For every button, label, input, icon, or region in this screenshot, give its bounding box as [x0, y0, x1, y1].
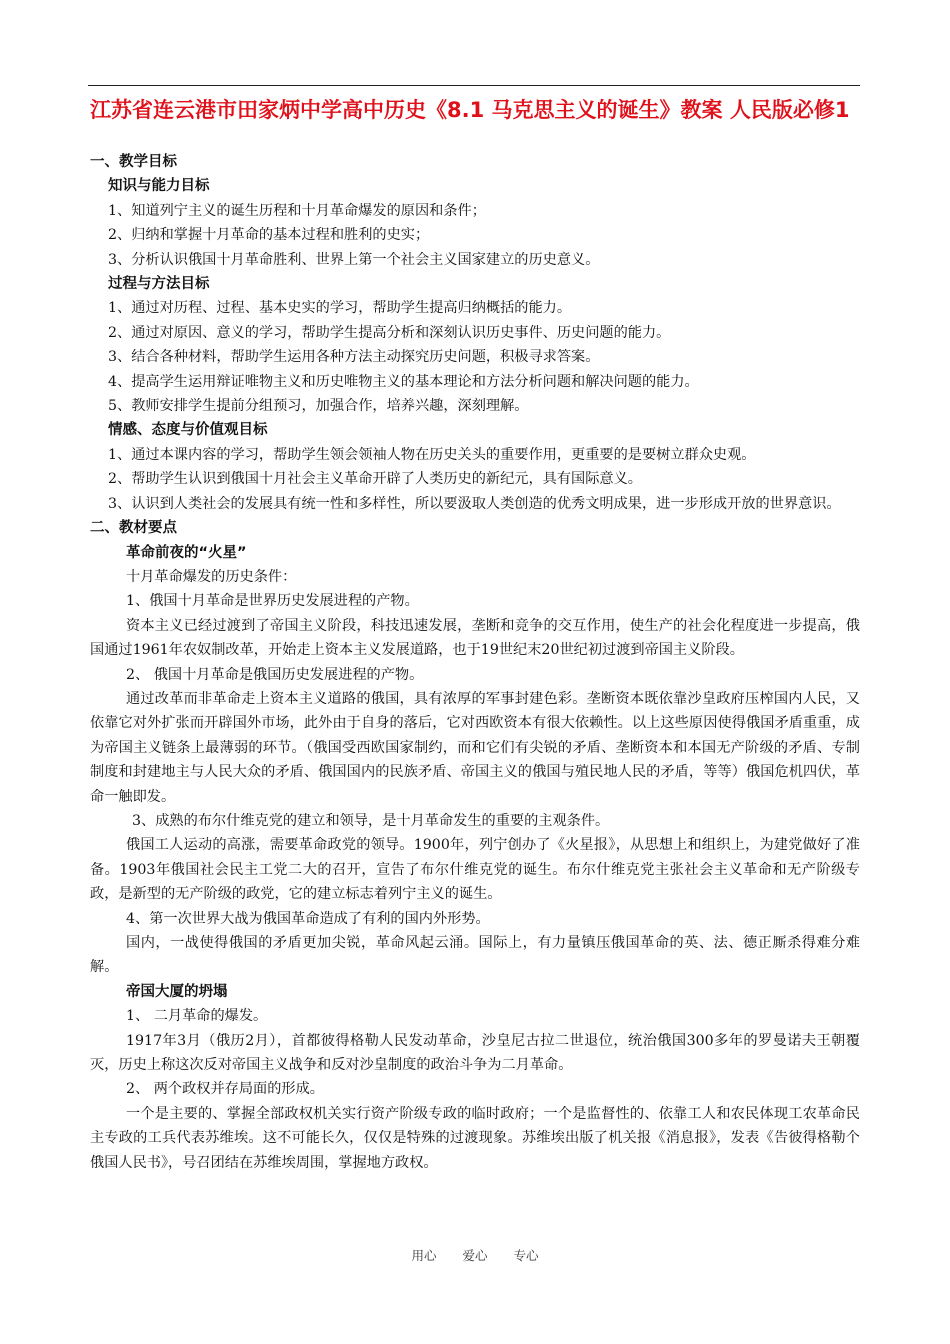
list-item: 5、教师安排学生提前分组预习，加强合作，培养兴趣，深刻理解。 [108, 398, 529, 415]
list-item: 3、分析认识俄国十月革命胜利、世界上第一个社会主义国家建立的历史意义。 [108, 251, 600, 268]
header-rule [88, 85, 860, 86]
list-item: 3、认识到人类社会的发展具有统一性和多样性，所以要汲取人类创造的优秀文明成果，进一步形成开放的世界意识。 [108, 495, 841, 512]
paragraph: 1、 二月革命的爆发。 [126, 1008, 268, 1025]
paragraph: 3、成熟的布尔什维克党的建立和领导，是十月革命发生的重要的主观条件。 [132, 812, 610, 829]
paragraph: 十月革命爆发的历史条件： [126, 568, 297, 585]
list-item: 2、帮助学生认识到俄国十月社会主义革命开辟了人类历史的新纪元，具有国际意义。 [108, 471, 642, 488]
section-heading: 一、教学目标 [90, 154, 177, 170]
list-item: 1、知道列宁主义的诞生历程和十月革命爆发的原因和条件； [108, 202, 486, 219]
page-footer: 用心 爱心 专心 [411, 1248, 539, 1263]
paragraph: 通过改革而非革命走上资本主义道路的俄国，具有浓厚的军事封建色彩。垄断资本既依靠沙皇政府压榨国内人民，又依靠它对外扩张而开辟国外市场，此外由于自身的落后，它对西欧资本有很大依赖性。以上这些原因使得俄国矛盾重重，成为帝国主义链条上最薄弱的环节。（俄国受西欧国家制约，而和它们有尖锐的矛盾、垄断资本和本国无产阶级的矛盾、专制制度和封建地主与人民大众的矛盾、俄国国内的民族矛盾、帝国主义的俄国与殖民地人民的矛盾，等等）俄国危机四伏，革命一触即发。 [90, 690, 860, 805]
paragraph: 2、 俄国十月革命是俄国历史发展进程的产物。 [126, 666, 424, 683]
paragraph: 2、 两个政权并存局面的形成。 [126, 1081, 324, 1098]
subsection-heading: 知识与能力目标 [108, 178, 210, 195]
subsection-heading: 帝国大厦的坍塌 [126, 983, 228, 1000]
list-item: 1、通过对历程、过程、基本史实的学习，帮助学生提高归纳概括的能力。 [108, 300, 572, 317]
paragraph: 一个是主要的、掌握全部政权机关实行资产阶级专政的临时政府；一个是监督性的、依靠工人和农民体现工农革命民主专政的工兵代表苏维埃。这不可能长久，仅仅是特殊的过渡现象。苏维埃出版了机关报《消息报》，发表《告彼得格勒个俄国人民书》，号召团结在苏维埃周围，掌握地方政权。 [90, 1105, 860, 1171]
list-item: 3、结合各种材料，帮助学生运用各种方法主动探究历史问题，积极寻求答案。 [108, 349, 600, 366]
document-title: 江苏省连云港市田家炳中学高中历史《8.1 马克思主义的诞生》教案 人民版必修1 [90, 98, 850, 122]
paragraph: 资本主义已经过渡到了帝国主义阶段，科技迅速发展，垄断和竞争的交互作用，使生产的社会化程度进一步提高，俄国通过1961年农奴制改革，开始走上资本主义发展道路，也于19世纪末20世纪初过渡到帝国主义阶段。 [90, 617, 860, 659]
section-heading: 二、教材要点 [90, 520, 177, 537]
paragraph: 1、俄国十月革命是世界历史发展进程的产物。 [126, 593, 419, 610]
document-body [90, 150, 860, 1175]
list-item: 2、通过对原因、意义的学习，帮助学生提高分析和深刻认识历史事件、历史问题的能力。 [108, 324, 671, 341]
list-item: 2、归纳和掌握十月革命的基本过程和胜利的史实； [108, 227, 430, 244]
subsection-heading: 过程与方法目标 [108, 276, 210, 293]
list-item: 4、提高学生运用辩证唯物主义和历史唯物主义的基本理论和方法分析问题和解决问题的能力。 [108, 373, 699, 390]
paragraph: 俄国工人运动的高涨，需要革命政党的领导。1900年，列宁创办了《火星报》，从思想上和组织上，为建党做好了准备。1903年俄国社会民主工党二大的召开，宣告了布尔什维克党的诞生。布尔什维克党主张社会主义革命和无产阶级专政，是新型的无产阶级的政党，它的建立标志着列宁主义的诞生。 [90, 837, 860, 903]
paragraph: 4、第一次世界大战为俄国革命造成了有利的国内外形势。 [126, 910, 490, 927]
list-item: 1、通过本课内容的学习，帮助学生领会领袖人物在历史关头的重要作用，更重要的是要树立群众史观。 [108, 446, 756, 463]
subsection-heading: 革命前夜的“火星” [126, 544, 247, 561]
paragraph: 国内，一战使得俄国的矛盾更加尖锐，革命风起云涌。国际上，有力量镇压俄国革命的英、法、德正厮杀得难分难解。 [90, 935, 860, 976]
paragraph: 1917年3月（俄历2月），首都彼得格勒人民发动革命，沙皇尼古拉二世退位，统治俄国300多年的罗曼诺夫王朝覆灭，历史上称这次反对帝国主义战争和反对沙皇制度的政治斗争为二月革命。 [90, 1032, 860, 1074]
subsection-heading: 情感、态度与价值观目标 [108, 422, 268, 439]
